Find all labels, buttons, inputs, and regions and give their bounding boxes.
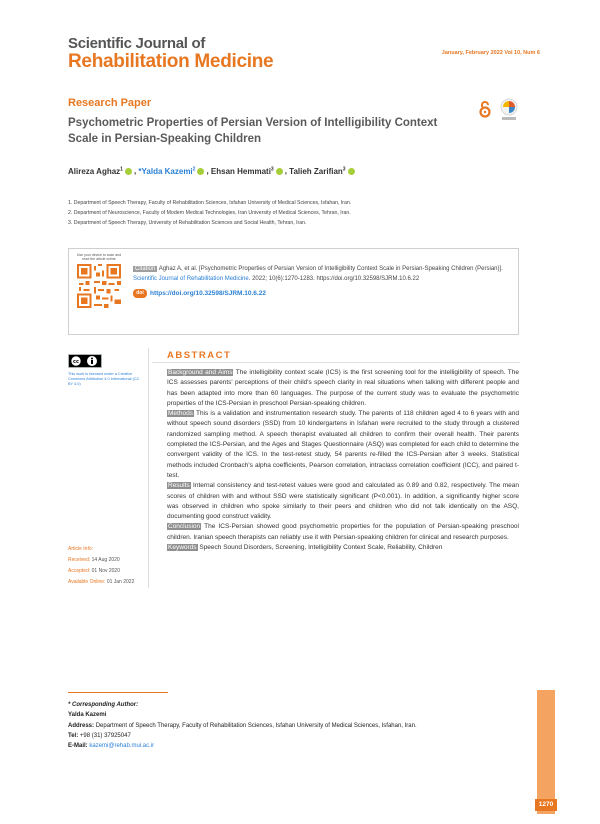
orcid-icon[interactable] <box>348 168 355 175</box>
qr-caption: Use your device to scan and read the article online <box>76 253 122 261</box>
section-label: Results <box>168 482 190 490</box>
article-info-heading: Article Info: <box>68 546 94 552</box>
footer-rule <box>68 692 168 693</box>
citation-journal-link[interactable]: Scientific Journal of Rehabilitation Medicine <box>133 276 249 282</box>
journal-name-line1: Scientific Journal of <box>68 35 206 52</box>
author-4[interactable]: Talieh Zarifian$^3$ <box>289 166 346 176</box>
doi-link[interactable]: https://doi.org/10.32598/SJRM.10.6.22 <box>150 290 266 298</box>
abstract-conclusion: Conclusion The ICS-Persian showed good psychometric properties for the population of Persian-speaking preschool children. Iranian speech therapists can reliably use it with Persian-speaking children for clinical and research purposes. <box>167 523 519 541</box>
orcid-icon[interactable] <box>197 168 204 175</box>
corresponding-author: * Corresponding Author: Yalda Kazemi Address: Department of Speech Therapy, Faculty of Rehabilitation Sciences, Isfahan University of Medical Sciences, Isfahan, Iran. Tel: +98 (31) 37925047 E-Mail: kazemi@rehab.mui.ac.ir <box>68 702 417 750</box>
corresponding-name: Yalda Kazemi <box>68 712 107 719</box>
author-list: Alireza Aghaz$^1$ , *Yalda Kazemi$^2$ , Ehsan Hemmati$^3$ , Talieh Zarifian$^3$ <box>68 166 357 176</box>
author-2[interactable]: *Yalda Kazemi$^2$ <box>138 166 196 176</box>
citation-box <box>68 248 519 335</box>
abstract-results: Results Internal consistency and test-retest values were good and calculated as 0.89 and 0.82, respectively. The mean scores of children with and without SSD were statistically significant (P<0.001). In addition, a significantly higher score was observed in children who spoke similarly to their peers and children who did not talk identically on the ASQ, documenting good construct validity. <box>167 482 519 521</box>
accepted-date: 01 Nov 2020 <box>91 568 120 574</box>
page-number: 1270 <box>535 799 557 811</box>
affiliation-item: 3. Department of Speech Therapy, University of Rehabilitation Sciences and Social Health, Tehran, Iran. <box>68 220 307 226</box>
orcid-icon[interactable] <box>276 168 283 175</box>
article-title: Psychometric Properties of Persian Version of Intelligibility Context Scale in Persian-Speaking Children <box>68 117 438 145</box>
journal-masthead <box>68 36 273 72</box>
abstract-keywords: Keywords Speech Sound Disorders, Screening, Intelligibility Context Scale, Reliability, Children <box>168 544 443 552</box>
section-label: Background and Aims <box>168 369 233 376</box>
doi-icon: doi <box>133 289 147 298</box>
page-edge-tab <box>537 690 555 814</box>
affiliation-item: 1. Department of Speech Therapy, Faculty of Rehabilitation Sciences, Isfahan University of Medical Sciences, Isfahan, Iran. <box>68 200 352 206</box>
section-label: Conclusion <box>168 523 201 531</box>
section-label: Methods <box>168 410 193 418</box>
abstract-heading: ABSTRACT <box>167 350 232 361</box>
received-date: 14 Aug 2020 <box>91 557 120 563</box>
svg-text:cc: cc <box>73 359 79 365</box>
affiliation-item: 2. Department of Neuroscience, Faculty of Modern Medical Technologies, Iran University of Medical Sciences, Tehran, Iran. <box>68 210 351 216</box>
issue-info: January, February 2022 Vol 10, Num 6 <box>441 50 540 56</box>
online-date: 01 Jan 2022 <box>106 579 135 585</box>
citation-text: Citation Aghaz A, et al. [Psychometric Properties of Persian Version of Intelligibility Context Scale in Persian-Speaking Children (Persian)]. Scientific Journal of Rehabilitation Medicine. 2022; 10(6):1270-1283. https://doi.org/10.32598/SJRM.10.6.22 <box>133 266 503 282</box>
author-3[interactable]: Ehsan Hemmati$^3$ <box>210 166 274 176</box>
journal-name-line2: Rehabilitation Medicine <box>68 51 274 72</box>
column-divider <box>148 348 149 588</box>
author-1[interactable]: Alireza Aghaz$^1$ <box>68 166 123 176</box>
section-label: Keywords <box>168 544 197 552</box>
affiliations <box>68 198 351 228</box>
license-text[interactable]: This work is licensed under a Creative Commons Attribution 4.0 International (CC BY 4.0) <box>68 372 140 386</box>
abstract-methods: Methods This is a validation and instrumentation research study. The parents of 118 children aged 4 to 6 years with and without speech sound disorders (SSD) from 10 kindergartens in Isfahan were recruited to the study through a clustered randomized sampling method. A speech therapist evaluated all children to confirm their overall health. Their parents completed the ICS-Persian, and the Ages and Stages Questionnaire (ASQ) was completed for each child to determine the convergent validity of the ICS. In the test-retest study, 54 parents re-filled the ICS-Persian after 3 weeks. Statistical methods included Cronbach's alpha coefficients, Pearson correlation, intraclass correlation coefficient (ICC), and paired t-test. <box>167 410 519 479</box>
paper-type: Research Paper <box>68 97 152 109</box>
corresponding-email-link[interactable]: kazemi@rehab.mui.ac.ir <box>89 743 155 750</box>
abstract-background: Background and Aims The intelligibility context scale (ICS) is the first screening tool for the intelligibility of speech. The ICS assesses parents' perceptions of their child's speech clarity in real situations when talking with different people and has been adapted into more than 60 languages. The purpose of the current study was to evaluate the psychometric properties of the ICS-Persian in preschool Persian-speaking children. <box>167 369 519 407</box>
crossmark-icon[interactable] <box>499 98 519 122</box>
doi-row <box>133 289 266 298</box>
article-info: Article Info: Received: 14 Aug 2020 Accepted: 01 Nov 2020 Available Online: 01 Jan 2022 <box>68 546 135 585</box>
qr-code-icon[interactable] <box>77 264 121 308</box>
corresponding-heading: * Corresponding Author: <box>68 702 139 708</box>
citation-label: Citation <box>135 266 156 272</box>
corresponding-tel: +98 (31) 37925047 <box>79 732 131 739</box>
abstract-body <box>167 368 519 553</box>
cc-by-license-icon[interactable] <box>68 354 102 368</box>
orcid-icon[interactable] <box>125 168 132 175</box>
qr-block <box>73 253 125 329</box>
abstract-rule <box>152 362 520 363</box>
open-access-icon[interactable] <box>478 100 492 118</box>
corresponding-address: Department of Speech Therapy, Faculty of Rehabilitation Sciences, Isfahan University of Medical Sciences, Isfahan, Iran. <box>95 722 417 729</box>
